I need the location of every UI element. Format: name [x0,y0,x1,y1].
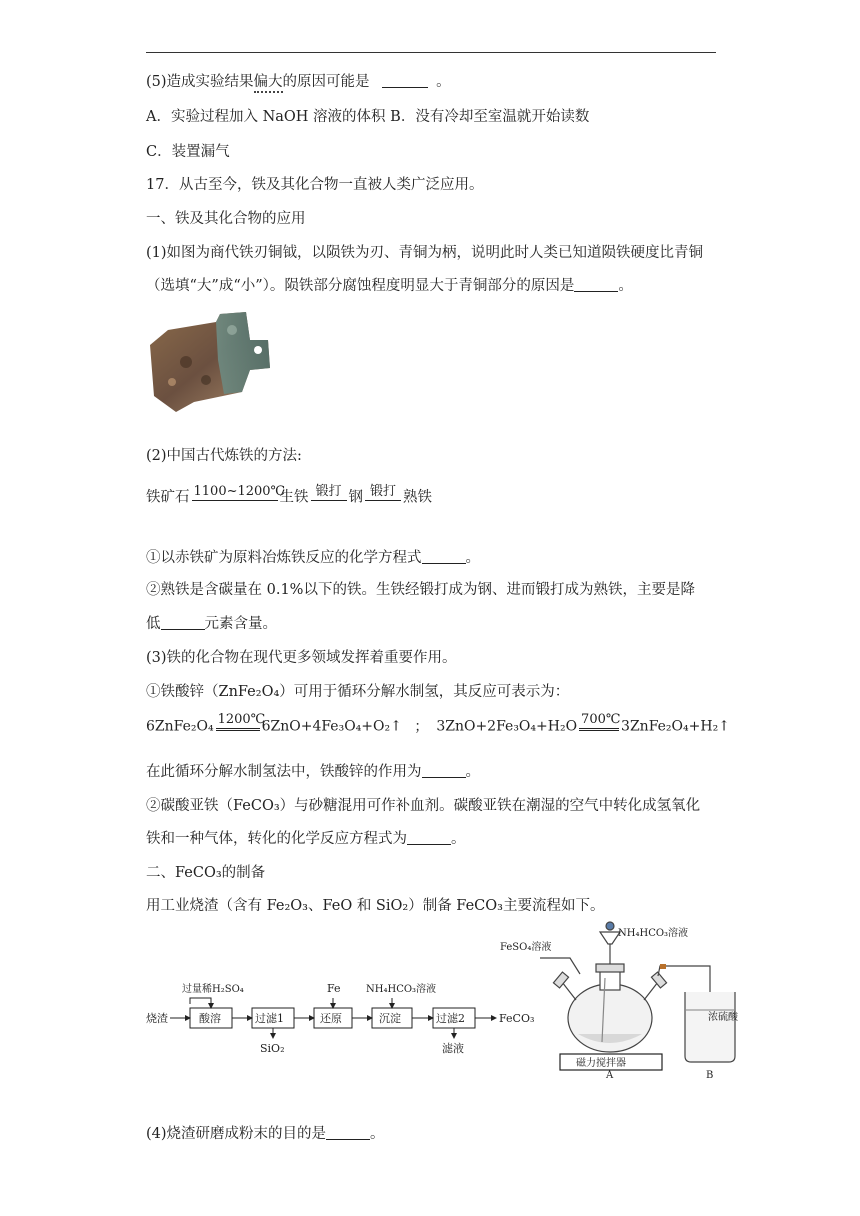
q17-3-q2-blank[interactable] [407,830,451,845]
apparatus-nh4hco3-label: NH₄HCO₃溶液 [618,928,689,939]
flow-output-filtrate: 滤液 [442,1042,464,1055]
q17-4-blank[interactable] [326,1125,370,1140]
top-divider [146,52,716,53]
apparatus-label-a: A [606,1070,614,1078]
q17-1-line2: （选填“大”成“小”）。陨铁部分腐蚀程度明显大于青铜部分的原因是 。 [146,278,633,294]
flow-output-sio2: SiO₂ [260,1042,285,1055]
section-2-heading: 二、FeCO₃的制备 [146,865,266,881]
apparatus-label-b: B [706,1070,714,1078]
q17-3-q2-line2: 铁和一种气体，转化的化学反应方程式为 。 [146,831,466,847]
equations: 6ZnFe₂O₄ 1200℃ 6ZnO+4Fe₃O₄+O₂↑ ； 3ZnO+2Fe₃O₄+H₂O 700℃ 3ZnFe₂O₄+H₂↑ [146,712,730,735]
q5-answer-blank[interactable] [382,73,428,88]
flow-step-1: 酸溶 [199,1012,221,1025]
q5-options-ab: A．实验过程加入 NaOH 溶液的体积 B．没有冷却至室温就开始读数 [146,109,590,125]
q17-1-answer-blank[interactable] [574,277,618,292]
flow-product: FeCO₃ [499,1012,535,1025]
flow-step-5: 过滤2 [436,1012,465,1025]
flow-and-apparatus-diagram [140,918,760,1078]
flow-step-4: 沉淀 [379,1012,401,1025]
q17-1-line1: (1)如图为商代铁刃铜钺，以陨铁为刃、青铜为柄，说明此时人类已知道陨铁硬度比青铜 [146,245,704,261]
apparatus-feso4-label: FeSO₄溶液 [500,942,552,953]
smelting-process: 铁矿石 1100~1200℃ 生铁 锻打 钢 锻打 熟铁 [146,484,432,506]
q17-2-q2-line1: ②熟铁是含碳量在 0.1%以下的铁。生铁经锻打成为钢、进而锻打成为熟铁，主要是降 [146,582,695,598]
q17-3-title: (3)铁的化合物在现代更多领域发挥着重要作用。 [146,650,457,666]
section-1-heading: 一、铁及其化合物的应用 [146,211,306,227]
q17-title: 17．从古至今，铁及其化合物一直被人类广泛应用。 [146,177,484,193]
apparatus-stirrer-label: 磁力搅拌器 [576,1058,626,1069]
q17-3-q1: ①铁酸锌（ZnFe₂O₄）可用于循环分解水制氢，其反应可表示为： [146,684,570,700]
flow-start: 烧渣 [146,1012,168,1025]
flow-input-fe: Fe [327,982,341,995]
flow-step-3: 还原 [320,1012,342,1025]
q17-2-q2-blank[interactable] [161,615,205,630]
q17-3-q2-line1: ②碳酸亚铁（FeCO₃）与砂糖混用可作补血剂。碳酸亚铁在潮湿的空气中转化成氢氧化 [146,798,701,814]
flow-intro: 用工业烧渣（含有 Fe₂O₃、FeO 和 SiO₂）制备 FeCO₃主要流程如下。 [146,898,605,914]
q5-line: (5)造成实验结果偏大的原因可能是 。 [146,72,451,92]
q17-2-q1-blank[interactable] [422,549,466,564]
bronze-axe-photo [146,300,276,420]
q17-2-title: (2)中国古代炼铁的方法: [146,448,302,464]
q5-option-c: C．装置漏气 [146,144,230,160]
flow-step-2: 过滤1 [255,1012,284,1025]
q17-4: (4)烧渣研磨成粉末的目的是 。 [146,1126,385,1142]
flow-input-acid: 过量稀H₂SO₄ [182,984,244,995]
q17-3-q1-blank[interactable] [422,763,466,778]
q17-2-q2-line2: 低 元素含量。 [146,616,277,632]
flow-input-nh4hco3: NH₄HCO₃溶液 [366,984,437,995]
q17-3-q1-ask: 在此循环分解水制氢法中，铁酸锌的作用为 。 [146,764,480,780]
apparatus-acid-label: 浓硫酸 [708,1012,738,1023]
q17-2-q1: ①以赤铁矿为原料冶炼铁反应的化学方程式 。 [146,550,480,566]
